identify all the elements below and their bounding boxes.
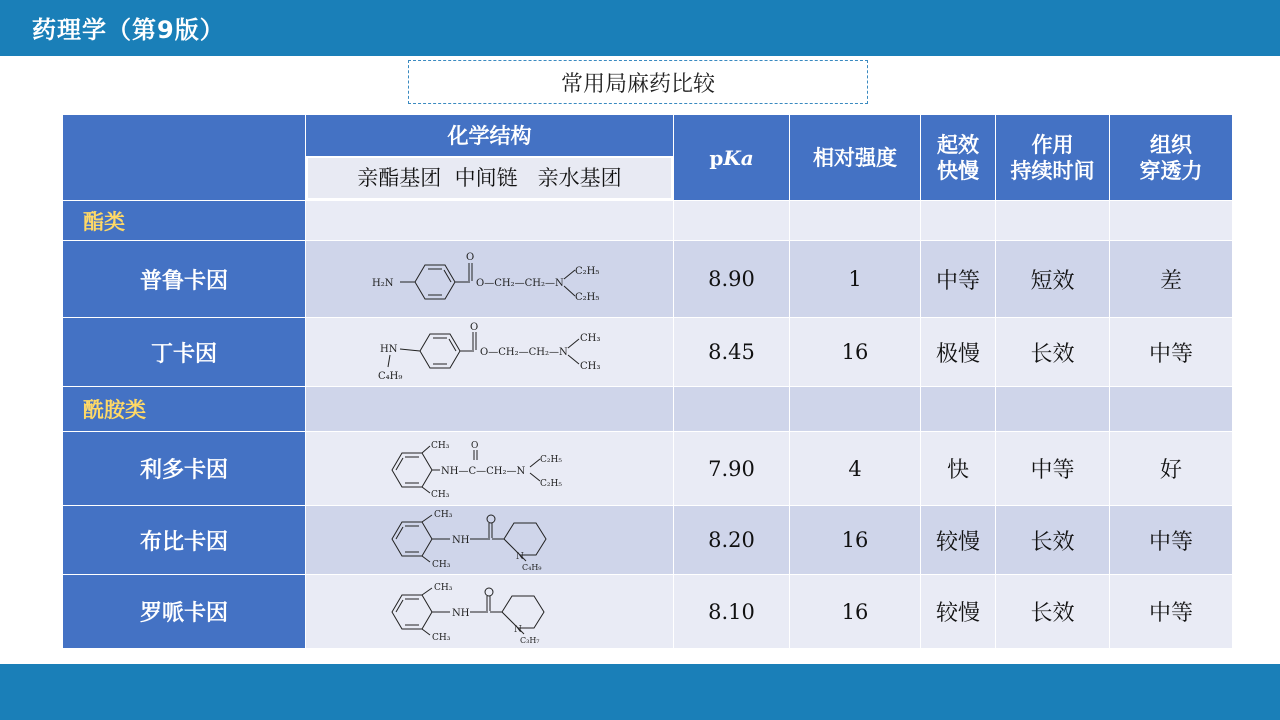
slide-subtitle: 常用局麻药比较 bbox=[408, 60, 868, 104]
structure-ropivacaine bbox=[306, 575, 674, 649]
empty-cell bbox=[1110, 201, 1233, 241]
header-potency: 相对强度 bbox=[790, 115, 921, 201]
penetration-value: 好 bbox=[1110, 432, 1233, 506]
label-o: O bbox=[469, 322, 478, 333]
structure-procaine bbox=[306, 241, 674, 318]
bupivacaine-structure-diagram bbox=[370, 509, 610, 571]
label-chain: O—CH₂—CH₂—N bbox=[479, 347, 568, 358]
structure-subheader: 亲酯基团 中间链 亲水基团 bbox=[306, 156, 673, 200]
table-row bbox=[63, 506, 1233, 575]
duration-line2: 持续时间 bbox=[1010, 158, 1095, 183]
category-amides: 酰胺类 bbox=[63, 387, 306, 432]
structure-lidocaine bbox=[306, 432, 674, 506]
label-me-top: CH₃ bbox=[579, 333, 600, 344]
label-me-bot: CH₃ bbox=[430, 489, 449, 500]
drug-name: 布比卡因 bbox=[63, 506, 306, 575]
potency-value: 16 bbox=[790, 506, 921, 575]
table-row bbox=[63, 575, 1233, 649]
empty-cell bbox=[921, 201, 996, 241]
lidocaine-structure-diagram bbox=[370, 438, 610, 500]
pka-value: 7.90 bbox=[674, 432, 790, 506]
table-header-row bbox=[63, 115, 1233, 201]
table-row bbox=[63, 241, 1233, 318]
label-n: N bbox=[515, 552, 524, 562]
empty-cell bbox=[674, 201, 790, 241]
onset-value: 极慢 bbox=[921, 318, 996, 387]
empty-cell bbox=[674, 387, 790, 432]
pka-value: 8.45 bbox=[674, 318, 790, 387]
drug-name: 利多卡因 bbox=[63, 432, 306, 506]
header-duration bbox=[996, 115, 1110, 201]
penetration-value: 中等 bbox=[1110, 575, 1233, 649]
onset-line2: 快慢 bbox=[937, 158, 979, 183]
empty-cell bbox=[996, 201, 1110, 241]
label-me-top: CH₃ bbox=[430, 440, 449, 451]
onset-value: 中等 bbox=[921, 241, 996, 318]
label-me-bot: CH₃ bbox=[431, 632, 450, 643]
label-hn: HN bbox=[379, 344, 397, 355]
onset-value: 较慢 bbox=[921, 575, 996, 649]
drug-name: 丁卡因 bbox=[63, 318, 306, 387]
duration-value: 长效 bbox=[996, 575, 1110, 649]
potency-value: 4 bbox=[790, 432, 921, 506]
label-me-top: CH₃ bbox=[433, 510, 452, 520]
label-me-bot: CH₃ bbox=[431, 560, 450, 570]
empty-cell bbox=[1110, 387, 1233, 432]
label-nh2: H₂N bbox=[371, 278, 393, 289]
anesthetic-comparison-table bbox=[62, 114, 1233, 649]
procaine-structure-diagram bbox=[370, 248, 610, 310]
duration-line1: 作用 bbox=[1031, 132, 1074, 157]
label-sub: C₃H₇ bbox=[519, 635, 540, 644]
ropivacaine-structure-diagram bbox=[370, 580, 610, 644]
label-o: O bbox=[470, 440, 478, 451]
label-o: O bbox=[465, 252, 474, 263]
pka-value: 8.10 bbox=[674, 575, 790, 649]
pka-p: p bbox=[709, 145, 724, 170]
duration-value: 长效 bbox=[996, 318, 1110, 387]
label-chain: NH—C—CH₂—N bbox=[440, 465, 525, 477]
label-et-top: C₂H₅ bbox=[539, 454, 562, 465]
label-me-bot: CH₃ bbox=[579, 361, 600, 372]
onset-value: 较慢 bbox=[921, 506, 996, 575]
label-et-bot: C₂H₅ bbox=[539, 478, 562, 489]
header-onset bbox=[921, 115, 996, 201]
book-title: 药理学（第9版） bbox=[32, 16, 225, 44]
label-nh: NH bbox=[451, 607, 469, 619]
pka-value: 8.90 bbox=[674, 241, 790, 318]
header-penetration bbox=[1110, 115, 1233, 201]
potency-value: 16 bbox=[790, 575, 921, 649]
pka-ka: Ka bbox=[723, 145, 754, 170]
top-banner bbox=[0, 0, 1280, 56]
onset-line1: 起效 bbox=[937, 132, 979, 157]
category-row-esters bbox=[63, 201, 1233, 241]
empty-cell bbox=[921, 387, 996, 432]
label-sub: C₄H₉ bbox=[521, 563, 542, 571]
penetration-line1: 组织 bbox=[1150, 132, 1192, 157]
empty-cell bbox=[790, 387, 921, 432]
onset-value: 快 bbox=[921, 432, 996, 506]
penetration-value: 中等 bbox=[1110, 506, 1233, 575]
label-chain: O—CH₂—CH₂—N bbox=[475, 278, 564, 289]
header-pka bbox=[674, 115, 790, 201]
label-butyl: C₄H₉ bbox=[377, 371, 402, 382]
tetracaine-structure-diagram bbox=[370, 321, 610, 383]
empty-cell bbox=[996, 387, 1110, 432]
label-n: N bbox=[513, 624, 522, 635]
empty-cell bbox=[306, 387, 674, 432]
category-esters: 酯类 bbox=[63, 201, 306, 241]
penetration-value: 差 bbox=[1110, 241, 1233, 318]
label-me-top: CH₃ bbox=[433, 582, 452, 593]
label-nh: NH bbox=[451, 535, 469, 546]
duration-value: 中等 bbox=[996, 432, 1110, 506]
duration-value: 短效 bbox=[996, 241, 1110, 318]
pka-value: 8.20 bbox=[674, 506, 790, 575]
drug-name: 罗哌卡因 bbox=[63, 575, 306, 649]
label-et-bot: C₂H₅ bbox=[574, 292, 599, 303]
bottom-banner bbox=[0, 664, 1280, 720]
table-row bbox=[63, 318, 1233, 387]
penetration-line2: 穿透力 bbox=[1139, 158, 1203, 183]
empty-cell bbox=[790, 201, 921, 241]
penetration-value: 中等 bbox=[1110, 318, 1233, 387]
potency-value: 1 bbox=[790, 241, 921, 318]
potency-value: 16 bbox=[790, 318, 921, 387]
structure-tetracaine bbox=[306, 318, 674, 387]
category-row-amides bbox=[63, 387, 1233, 432]
table-row bbox=[63, 432, 1233, 506]
drug-name: 普鲁卡因 bbox=[63, 241, 306, 318]
header-structure bbox=[306, 115, 674, 201]
empty-cell bbox=[306, 201, 674, 241]
header-empty-cell bbox=[63, 115, 306, 201]
structure-bupivacaine bbox=[306, 506, 674, 575]
label-et-top: C₂H₅ bbox=[574, 266, 599, 277]
structure-header-label: 化学结构 bbox=[447, 123, 532, 148]
duration-value: 长效 bbox=[996, 506, 1110, 575]
